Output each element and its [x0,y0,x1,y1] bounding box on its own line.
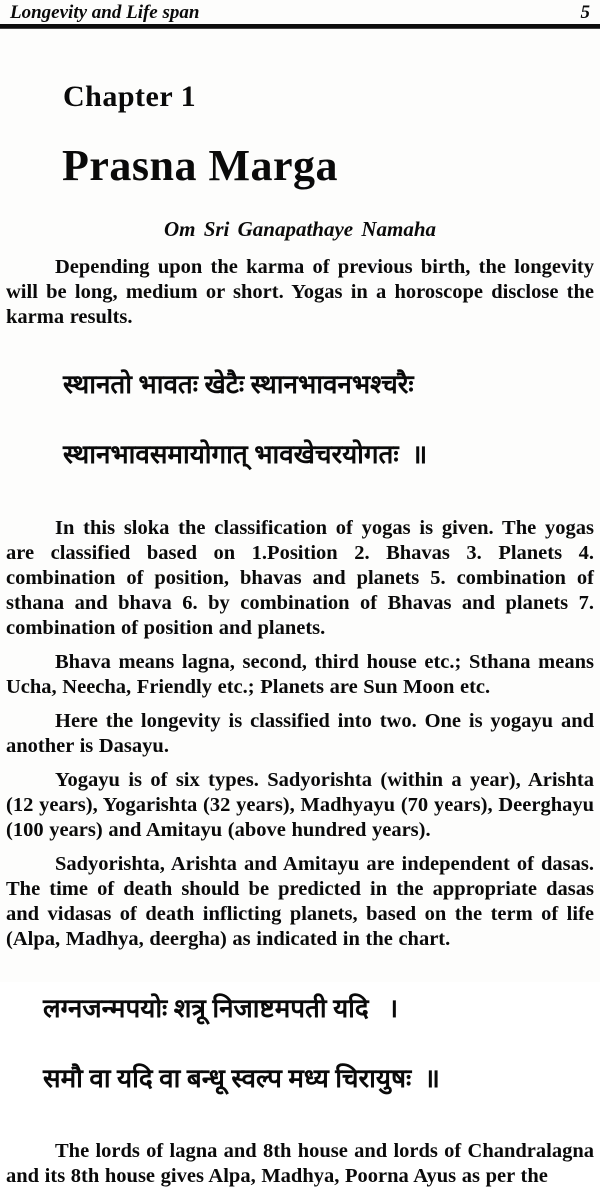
sanskrit-verse-line: स्थानतो भावतः खेटैः स्थानभावनभश्चरैः [63,370,414,399]
body-paragraph: Depending upon the karma of previous birth, the longevity will be long, medium or short. Yogas in a horoscope disclose the karma results. [6,256,594,328]
running-header [6,0,594,23]
sanskrit-verse [6,956,594,1131]
page-title: Prasna Marga [62,141,339,190]
sanskrit-verse [6,332,594,507]
chapter-label: Chapter 1 [63,80,197,113]
body-paragraph: Here the longevity is classified into two. One is yogayu and another is Dasayu. [6,710,594,757]
sanskrit-verse-line: लग्नजन्मपयोः शत्रू निजाष्टमपती यदि । [43,994,399,1023]
body-paragraph: In this sloka the classification of yogas is given. The yogas are classified based on 1.Position 2. Bhavas 3. Planets 4. combination of position, bhavas and planets 5. combination of sthana and bhava 6. by combination of Bhavas and planets 7. combination of position and planets. [6,517,594,639]
running-header-title: Longevity and Life span [10,2,200,23]
body-paragraph: Yogayu is of six types. Sadyorishta (within a year), Arishta (12 years), Yogarishta (32 years), Madhyayu (70 years), Deerghayu (100 years) and Amitayu (above hundred years). [6,769,594,841]
body-paragraph: Bhava means lagna, second, third house etc.; Sthana means Ucha, Neecha, Friendly etc.; Planets are Sun Moon etc. [6,651,594,698]
body-paragraph: The lords of lagna and 8th house and lords of Chandralagna and its 8th house gives Alpa, Madhya, Poorna Ayus as per the [6,1140,594,1187]
invocation-line: Om Sri Ganapathaye Namaha [163,217,437,241]
header-rule-divider [0,24,600,29]
sanskrit-verse-line: समौ वा यदि वा बन्धू स्वल्प मध्य चिरायुषः ॥ [43,1064,440,1093]
body-paragraph: Sadyorishta, Arishta and Amitayu are independent of dasas. The time of death should be predicted in the appropriate dasas and vidasas of death inflicting planets, based on the term of life (Alpa, Madhya, deergha) as indicated in the chart. [6,853,594,950]
page-number: 5 [580,2,590,23]
sanskrit-verse-line: स्थानभावसमायोगात् भावखेचरयोगतः ॥ [63,440,428,469]
